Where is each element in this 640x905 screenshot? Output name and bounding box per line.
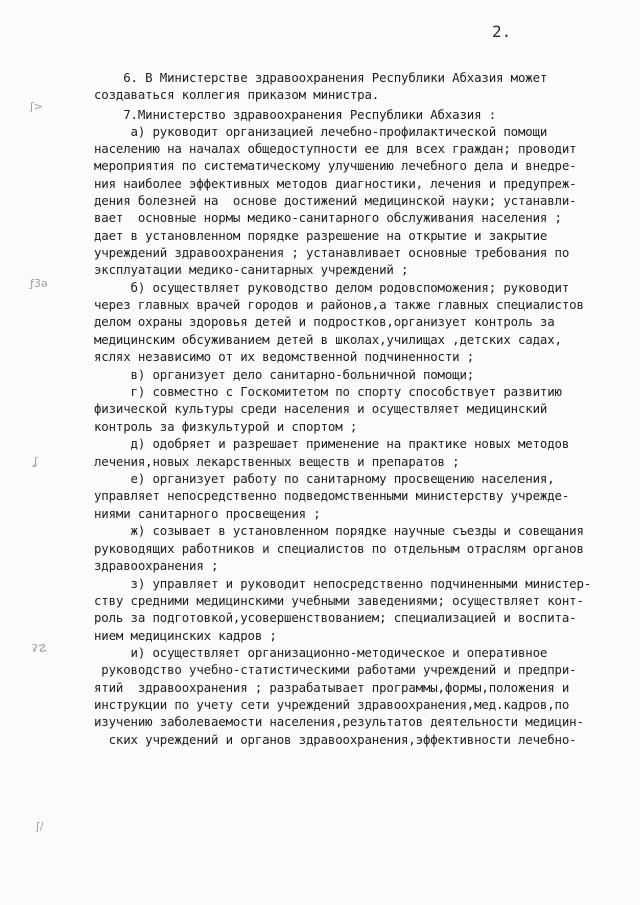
text-line: руководство учебно-статистическими работами учреждений и предпри- [94,662,577,677]
text-line: ниями санитарного просвещения ; [94,506,321,521]
text-line: через главных врачей городов и районов,а также главных специалистов [94,297,584,312]
text-line: е) организует работу по санитарному просвещению населения, [94,471,555,486]
margin-mark: ʃ/ [36,820,44,833]
text-line: дает в установленном порядке разрешение на открытие и закрытие [94,228,548,243]
text-line: инструкции по учету сети учреждений здравоохранения,мед.кадров,по [94,697,570,712]
text-line: ских учреждений и органов здравоохранения,эффективности лечебно- [94,732,577,747]
text-line: делом охраны здоровья детей и подростков,организует контроль за [94,314,555,329]
text-line: управляет непосредственно подведомственными министерству учрежде- [94,488,570,503]
text-line: ния наиболее эффективных методов диагностики, лечения и предупреж- [94,176,577,191]
text-line: а) руководит организацией лечебно-профилактической помощи [94,124,548,139]
text-line: учреждений здравоохранения ; устанавливает основные требования по [94,245,570,260]
text-line: вает основные нормы медико-санитарного обслуживания населения ; [94,210,562,225]
text-line: лечения,новых лекарственных веществ и препаратов ; [94,454,460,469]
text-line: мероприятия по систематическому улучшению лечебного дела и внедре- [94,158,577,173]
text-line: ятий здравоохранения ; разрабатывает программы,формы,положения и [94,680,570,695]
text-line: з) управляет и руководит непосредственно подчиненными министер- [94,576,592,591]
text-line: ж) созывает в установленном порядке научные съезды и совещания [94,523,584,538]
text-line: руководящих работников и специалистов по отдельным отраслям органов [94,541,584,556]
text-line: медицинским обсуживанием детей в школах,училищах ,детских садах, [94,332,562,347]
margin-mark: ƒ3ə [30,277,48,290]
text-line: б) осуществляет руководство делом родовспоможения; руководит [94,280,570,295]
text-line: здравоохранения ; [94,558,219,573]
text-line: яслях независимо от их ведомственной подчиненности ; [94,349,475,364]
text-line: создаваться коллегия приказом министра. [94,87,380,102]
text-line: контроль за физкультурой и спортом ; [94,419,358,434]
page-number: 2. [492,22,512,41]
text-line: нием медицинских кадров ; [94,628,277,643]
margin-mark: ʃ> [30,100,43,113]
text-line: физической культуры среди населения и осуществляет медицинский [94,401,548,416]
margin-mark: ʆ [34,455,38,468]
text-line: ству средними медицинскими учебными заведениями; осуществляет конт- [94,593,584,608]
text-line: и) осуществляет организационно-методическое и оперативное [94,645,548,660]
text-line: 7.Министерство здравоохранения Республики Абхазия : [94,107,497,122]
text-line: в) организует дело санитарно-больничной помощи; [94,367,475,382]
text-line: населению на началах общедоступности ее для всех граждан; проводит [94,141,577,156]
margin-mark: ʡ☡ [32,642,48,655]
text-line: д) одобряет и разрешает применение на практике новых методов [94,436,570,451]
text-line: дения болезней на основе достижений медицинской науки; устанавли- [94,193,577,208]
text-line: роль за подготовкой,усовершенствованием; специализацией и воспита- [94,610,577,625]
text-line: 6. В Министерстве здравоохранения Республики Абхазия может [94,70,548,85]
text-line: изучению заболеваемости населения,результатов деятельности медицин- [94,714,584,729]
text-line: эксплуатации медико-санитарных учреждений ; [94,262,409,277]
text-line: г) совместно с Госкомитетом по спорту способствует развитию [94,384,562,399]
